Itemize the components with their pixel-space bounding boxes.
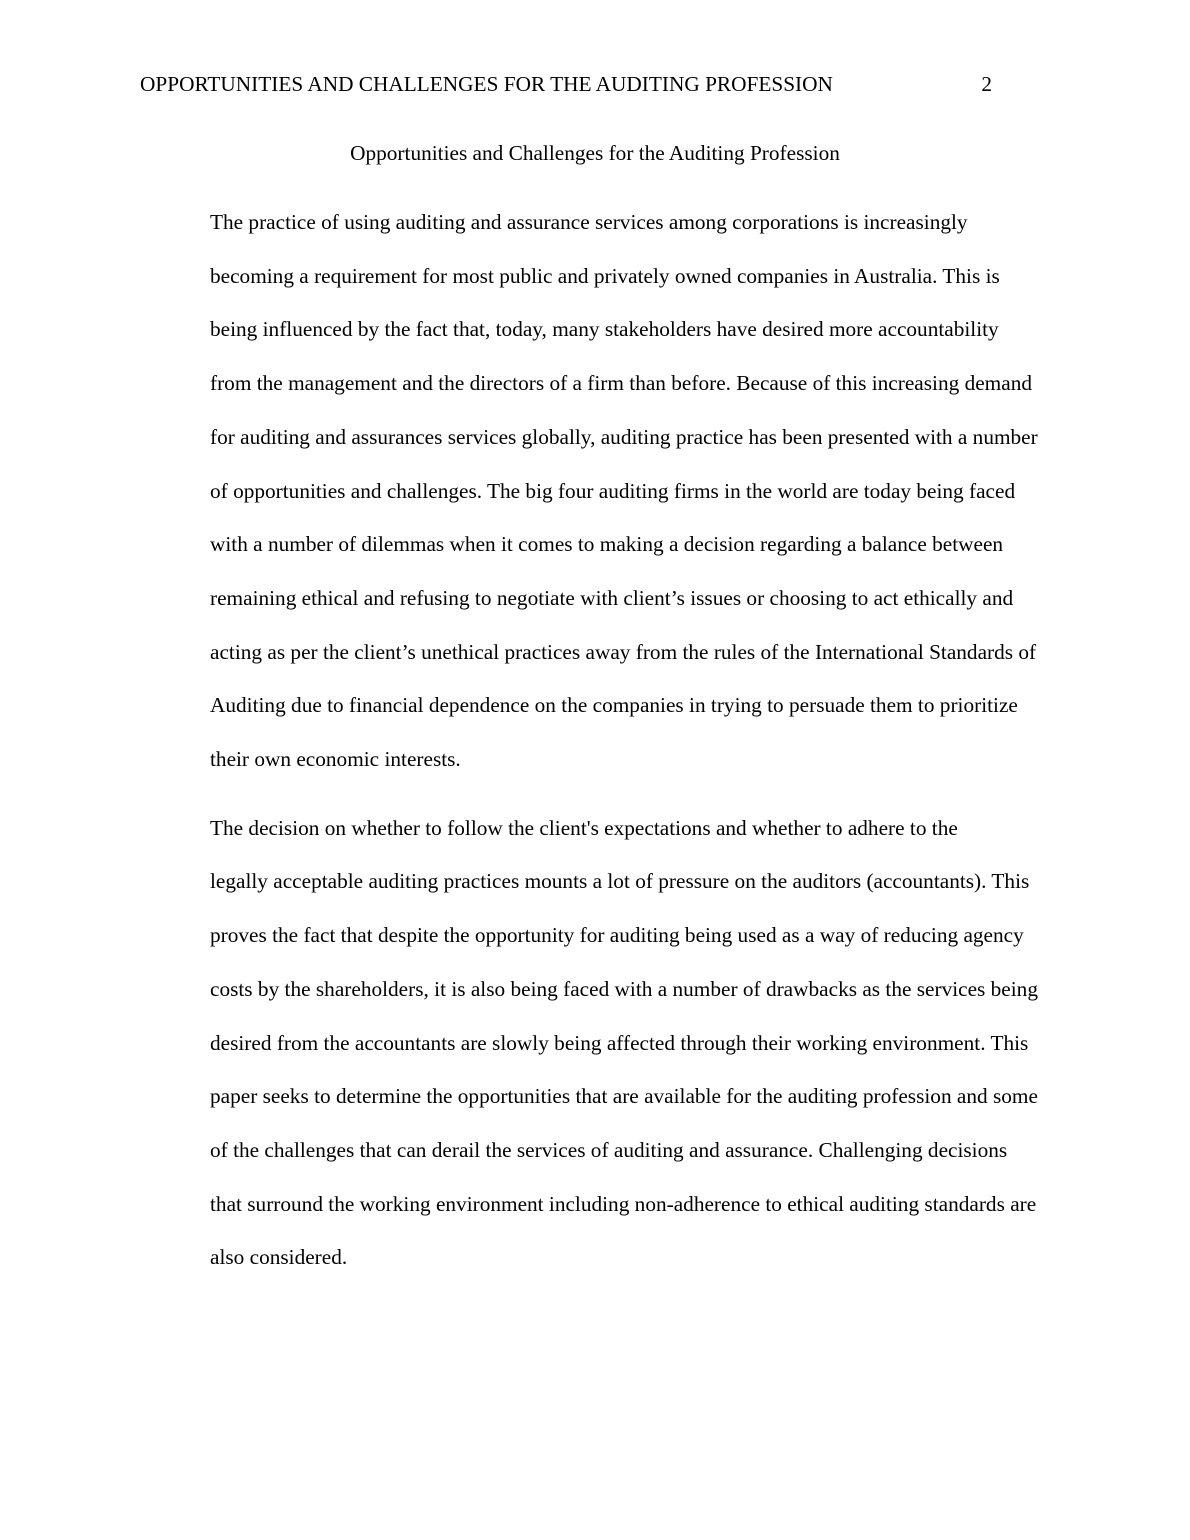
text-line: remaining ethical and refusing to negotiate with client’s issues or choosing to act ethically and (210, 585, 1014, 610)
text-line: that surround the working environment including non-adherence to ethical auditing standards are (210, 1191, 1037, 1216)
text-line: legally acceptable auditing practices mounts a lot of pressure on the auditors (accountants). This (210, 869, 1030, 894)
text-line: paper seeks to determine the opportunities that are available for the auditing profession and some (210, 1084, 1038, 1109)
page-number: 2 (981, 72, 992, 96)
text-line: also considered. (210, 1245, 348, 1270)
text-line: desired from the accountants are slowly being affected through their working environment. This (210, 1030, 1029, 1055)
text-line: from the management and the directors of a firm than before. Because of this increasing demand (210, 371, 1032, 396)
text-line: proves the fact that despite the opportunity for auditing being used as a way of reducing agency (210, 923, 1024, 948)
text-line: of the challenges that can derail the services of auditing and assurance. Challenging decisions (210, 1137, 1008, 1162)
paragraph-2 (140, 802, 1052, 1285)
text-line: being influenced by the fact that, today, many stakeholders have desired more accountability (210, 317, 999, 342)
text-line: their own economic interests. (210, 747, 461, 772)
running-head-title: OPPORTUNITIES AND CHALLENGES FOR THE AUDITING PROFESSION (140, 72, 833, 96)
running-head (140, 68, 992, 100)
text-line: The decision on whether to follow the client's expectations and whether to adhere to the (210, 815, 958, 840)
text-line: of opportunities and challenges. The big four auditing firms in the world are today being faced (210, 478, 1016, 503)
body-text (140, 196, 1052, 1300)
text-line: costs by the shareholders, it is also being faced with a number of drawbacks as the services being (210, 976, 1038, 1001)
text-line: for auditing and assurances services globally, auditing practice has been presented with a number (210, 424, 1038, 449)
text-line: Auditing due to financial dependence on the companies in trying to persuade them to prioritize (210, 693, 1018, 718)
text-line: becoming a requirement for most public and privately owned companies in Australia. This is (210, 263, 1000, 288)
text-line: with a number of dilemmas when it comes to making a decision regarding a balance between (210, 532, 1004, 557)
paragraph-1 (140, 196, 1052, 787)
page-title: Opportunities and Challenges for the Auditing Profession (350, 141, 840, 165)
text-line: The practice of using auditing and assurance services among corporations is increasingly (210, 210, 968, 234)
text-line: acting as per the client’s unethical practices away from the rules of the International Standards of (210, 639, 1037, 664)
